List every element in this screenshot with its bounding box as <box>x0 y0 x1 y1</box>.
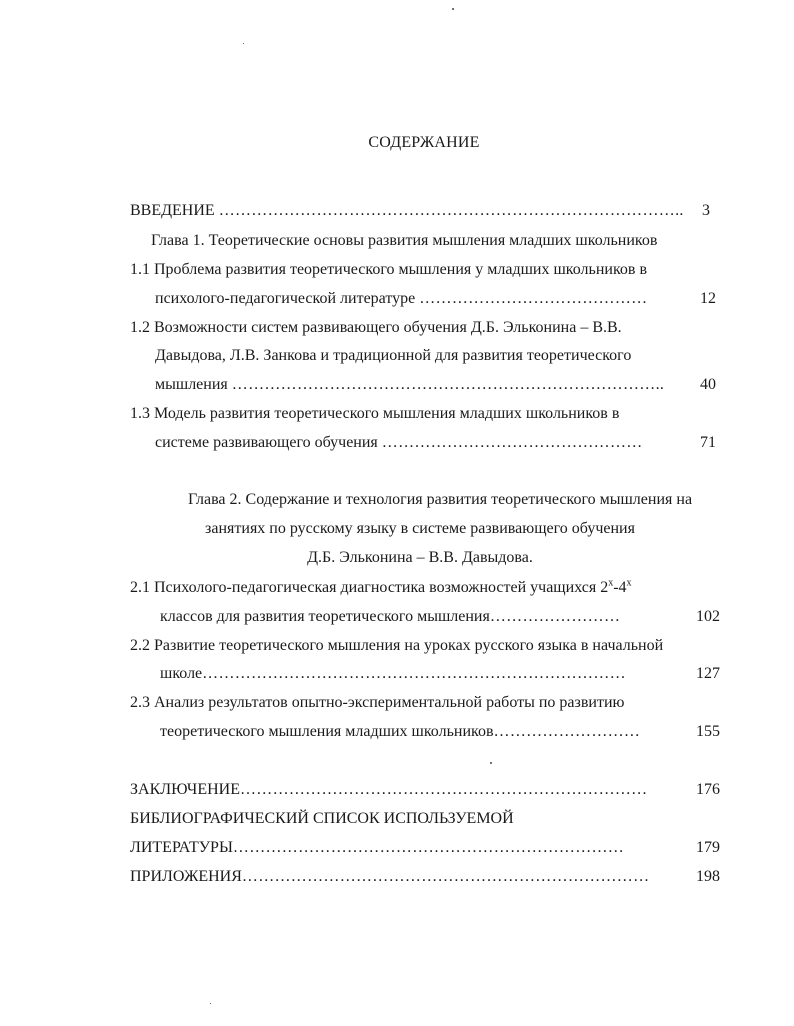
leader-dots: …………………… <box>489 608 621 625</box>
toc-entry-1-1-line2 <box>155 289 680 309</box>
toc-entry-conclusion <box>130 780 675 800</box>
page-number: 40 <box>700 376 716 393</box>
toc-entry-1-3-line2 <box>155 433 677 453</box>
toc-label: школе <box>160 665 203 682</box>
toc-label: системе развивающего обучения <box>155 434 378 451</box>
page-number: 155 <box>696 723 720 740</box>
page-number: 102 <box>696 608 720 625</box>
toc-entry-2-1-line1 <box>130 578 632 598</box>
toc-entry-2-3-line1: 2.3 Анализ результатов опытно-экспериментальной работы по развитию <box>130 694 625 711</box>
leader-dots: ……………………… <box>493 723 641 740</box>
leader-dots: ………………………………………… <box>381 434 643 451</box>
scan-speck <box>243 43 244 44</box>
toc-entry-1-2-line3 <box>155 375 675 395</box>
toc-entry-2-3-line2 <box>160 722 672 742</box>
toc-label: ВВЕДЕНИЕ <box>130 202 215 219</box>
toc-label: ЛИТЕРАТУРЫ <box>130 839 233 856</box>
toc-entry-1-2-line2: Давыдова, Л.В. Занкова и традиционной для развития теоретического <box>155 347 632 364</box>
toc-entry-appendix <box>130 867 675 887</box>
leader-dots: ………………………………………………………………… <box>241 868 650 885</box>
page-number: 12 <box>700 290 716 307</box>
page-number: 127 <box>696 665 720 682</box>
scan-speck <box>490 762 492 764</box>
toc-entry-2-2-line1: 2.2 Развитие теоретического мышления на уроках русского языка в начальной <box>130 637 664 654</box>
toc-label: мышления <box>155 376 228 393</box>
superscript: х <box>626 577 632 589</box>
chapter-2-heading-line3: Д.Б. Эльконина – В.В. Давыдова. <box>307 549 533 566</box>
toc-entry-bibliography-line1: БИБЛИОГРАФИЧЕСКИЙ СПИСОК ИСПОЛЬЗУЕМОЙ <box>130 810 514 827</box>
toc-label: ЗАКЛЮЧЕНИЕ <box>130 781 240 798</box>
toc-entry-introduction <box>130 201 690 221</box>
toc-entry-1-1-line1: 1.1 Проблема развития теоретического мышления у младших школьников в <box>130 261 648 278</box>
leader-dots: ……………………………………………………………… <box>232 839 625 856</box>
scan-speck <box>452 8 454 10</box>
leader-dots: …………………………………… <box>419 290 648 307</box>
toc-label: теоретического мышления младших школьников <box>160 723 494 740</box>
toc-entry-2-2-line2 <box>160 664 672 684</box>
toc-text: -4 <box>613 579 627 596</box>
toc-label: психолого-педагогической литературе <box>155 290 416 307</box>
chapter-2-heading-line2: занятиях по русскому языку в системе развивающего обучения <box>205 520 635 537</box>
toc-entry-bibliography-line2 <box>130 838 675 858</box>
leader-dots: …………………………………………………………………… <box>202 665 626 682</box>
page-number: 176 <box>696 781 720 798</box>
toc-label: ПРИЛОЖЕНИЯ <box>130 868 242 885</box>
page-number: 71 <box>700 434 716 451</box>
leader-dots: ………………………………………………………………………….. <box>218 202 684 219</box>
chapter-1-heading: Глава 1. Теоретические основы развития мышления младших школьников <box>151 232 658 249</box>
page-number: 3 <box>702 202 710 219</box>
page-number: 198 <box>696 868 720 885</box>
toc-text: 2.1 Психолого-педагогическая диагностика возможностей учащихся 2 <box>130 579 609 596</box>
leader-dots: ………………………………………………………………… <box>239 781 648 798</box>
toc-entry-1-2-line1: 1.2 Возможности систем развивающего обучения Д.Б. Эльконина – В.В. <box>130 319 622 336</box>
toc-label: классов для развития теоретического мышления <box>160 608 490 625</box>
scan-speck <box>210 1003 211 1004</box>
superscript: х <box>608 577 614 589</box>
toc-entry-2-1-line2 <box>160 607 672 627</box>
leader-dots: …………………………………………………………………….. <box>231 376 665 393</box>
page-title: СОДЕРЖАНИЕ <box>368 134 480 151</box>
chapter-2-heading-line1: Глава 2. Содержание и технология развития теоретического мышления на <box>187 491 693 508</box>
toc-entry-1-3-line1: 1.3 Модель развития теоретического мышления младших школьников в <box>130 405 620 422</box>
page-number: 179 <box>696 839 720 856</box>
